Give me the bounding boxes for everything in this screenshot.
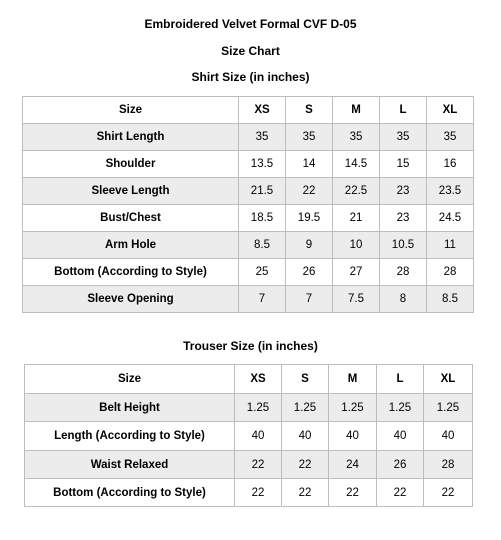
row-label: Belt Height bbox=[25, 394, 235, 422]
table-cell: 22 bbox=[424, 479, 473, 507]
table-cell: 27 bbox=[333, 259, 380, 286]
header-cell: XS bbox=[235, 365, 282, 394]
table-header-row bbox=[25, 365, 473, 394]
table-cell: 14.5 bbox=[333, 151, 380, 178]
chart-title: Size Chart bbox=[221, 44, 280, 58]
table-cell: 28 bbox=[380, 259, 427, 286]
table-row bbox=[23, 286, 474, 313]
table-cell: 25 bbox=[239, 259, 286, 286]
table-cell: 35 bbox=[380, 124, 427, 151]
table-cell: 35 bbox=[427, 124, 474, 151]
table-cell: 1.25 bbox=[424, 394, 473, 422]
header-cell: L bbox=[380, 97, 427, 124]
table-cell: 35 bbox=[239, 124, 286, 151]
table-row bbox=[25, 479, 473, 507]
table-cell: 22 bbox=[286, 178, 333, 205]
table-cell: 40 bbox=[282, 422, 329, 451]
table-cell: 35 bbox=[286, 124, 333, 151]
table-row bbox=[23, 151, 474, 178]
table-cell: 8 bbox=[380, 286, 427, 313]
table-cell: 22.5 bbox=[333, 178, 380, 205]
table-cell: 22 bbox=[329, 479, 377, 507]
table-row bbox=[23, 205, 474, 232]
table-cell: 22 bbox=[282, 479, 329, 507]
row-label: Length (According to Style) bbox=[25, 422, 235, 451]
table-cell: 35 bbox=[333, 124, 380, 151]
row-label: Arm Hole bbox=[23, 232, 239, 259]
row-label: Sleeve Length bbox=[23, 178, 239, 205]
table-header-row bbox=[23, 97, 474, 124]
header-cell: S bbox=[286, 97, 333, 124]
row-label: Sleeve Opening bbox=[23, 286, 239, 313]
table-cell: 26 bbox=[286, 259, 333, 286]
table-cell: 40 bbox=[235, 422, 282, 451]
table-cell: 40 bbox=[377, 422, 424, 451]
table-row bbox=[23, 178, 474, 205]
table-cell: 8.5 bbox=[427, 286, 474, 313]
table-row bbox=[25, 451, 473, 479]
table-cell: 15 bbox=[380, 151, 427, 178]
table-cell: 24 bbox=[329, 451, 377, 479]
table-row bbox=[25, 422, 473, 451]
row-label: Waist Relaxed bbox=[25, 451, 235, 479]
table-cell: 28 bbox=[427, 259, 474, 286]
table-cell: 23.5 bbox=[427, 178, 474, 205]
table-cell: 1.25 bbox=[282, 394, 329, 422]
table-cell: 16 bbox=[427, 151, 474, 178]
table-cell: 40 bbox=[424, 422, 473, 451]
header-cell: S bbox=[282, 365, 329, 394]
row-label: Bust/Chest bbox=[23, 205, 239, 232]
header-cell: L bbox=[377, 365, 424, 394]
table-cell: 1.25 bbox=[377, 394, 424, 422]
table-cell: 22 bbox=[235, 451, 282, 479]
table-cell: 21.5 bbox=[239, 178, 286, 205]
table-cell: 21 bbox=[333, 205, 380, 232]
trouser-size-title: Trouser Size (in inches) bbox=[183, 339, 318, 353]
table-cell: 22 bbox=[377, 479, 424, 507]
table-cell: 14 bbox=[286, 151, 333, 178]
header-cell: XS bbox=[239, 97, 286, 124]
table-row bbox=[23, 259, 474, 286]
table-cell: 23 bbox=[380, 205, 427, 232]
table-cell: 1.25 bbox=[235, 394, 282, 422]
row-label: Shirt Length bbox=[23, 124, 239, 151]
table-cell: 7.5 bbox=[333, 286, 380, 313]
table-cell: 7 bbox=[239, 286, 286, 313]
trouser-size-table bbox=[24, 364, 473, 507]
table-cell: 11 bbox=[427, 232, 474, 259]
product-title: Embroidered Velvet Formal CVF D-05 bbox=[144, 17, 357, 31]
table-cell: 26 bbox=[377, 451, 424, 479]
row-label: Bottom (According to Style) bbox=[25, 479, 235, 507]
table-cell: 23 bbox=[380, 178, 427, 205]
table-cell: 18.5 bbox=[239, 205, 286, 232]
table-cell: 19.5 bbox=[286, 205, 333, 232]
shirt-size-table bbox=[22, 96, 474, 313]
header-cell: XL bbox=[427, 97, 474, 124]
table-cell: 28 bbox=[424, 451, 473, 479]
table-row bbox=[23, 232, 474, 259]
table-row bbox=[23, 124, 474, 151]
header-cell: M bbox=[333, 97, 380, 124]
table-cell: 10 bbox=[333, 232, 380, 259]
table-cell: 13.5 bbox=[239, 151, 286, 178]
table-cell: 40 bbox=[329, 422, 377, 451]
shirt-size-title: Shirt Size (in inches) bbox=[191, 70, 310, 84]
header-cell: M bbox=[329, 365, 377, 394]
table-cell: 1.25 bbox=[329, 394, 377, 422]
table-cell: 10.5 bbox=[380, 232, 427, 259]
table-cell: 7 bbox=[286, 286, 333, 313]
table-row bbox=[25, 394, 473, 422]
table-cell: 22 bbox=[235, 479, 282, 507]
table-cell: 8.5 bbox=[239, 232, 286, 259]
header-cell: XL bbox=[424, 365, 473, 394]
row-label: Shoulder bbox=[23, 151, 239, 178]
table-cell: 24.5 bbox=[427, 205, 474, 232]
table-cell: 9 bbox=[286, 232, 333, 259]
table-cell: 22 bbox=[282, 451, 329, 479]
row-label: Bottom (According to Style) bbox=[23, 259, 239, 286]
header-cell: Size bbox=[23, 97, 239, 124]
header-cell: Size bbox=[25, 365, 235, 394]
